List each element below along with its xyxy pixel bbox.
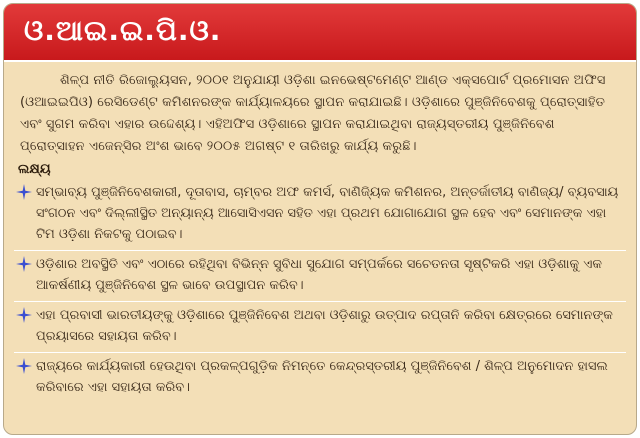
objective-text: ସମ୍ଭାବ୍ୟ ପୁଞ୍ଜିନିବେଶକାରୀ, ଦୂତାବାସ, ଚାମ୍ବର ଅଫ କମର୍ସ, ବାଣିଜ୍ୟିକ କମିଶନର, ଅନ୍ତର୍ଜାତୀୟ ବାଣିଜ୍ୟ/ ବ୍ୟବସାୟ ସଂଗଠନ ଏବଂ ଦିଲ୍ଲୀସ୍ଥିତ ଅନ୍ୟାନ୍ୟ ଆସୋସିଏସନ ସହିତ ଏହା ପ୍ରଥମ ଯୋଗାଯୋଗ ସ୍ଥଳ ହେବ ଏବଂ ସେମାନଙ୍କ ଏହା ଟିମ ଓଡ଼ିଶା ନିକଟକୁ ପଠାଇବ। [36,185,619,242]
list-item [14,179,626,251]
objectives-list [14,179,626,403]
info-card [3,3,637,435]
objective-text: ଓଡ଼ିଶାର ଅବସ୍ଥିତି ଏବଂ ଏଠାରେ ରହିଥିବା ବିଭିନ୍ନ ସୁବିଧା ସୁଯୋଗ ସମ୍ପର୍କରେ ସଚେତନତା ସୃଷ୍ଟିକରି ଏହା ଓଡ଼ିଶାକୁ ଏକ ଆକର୍ଷଣୀୟ ପୁଞ୍ଜିନିବେଶ ସ୍ଥଳ ଭାବେ ଉପସ୍ଥାପନ କରିବ। [36,257,602,293]
page-title: ଓ.ଆଇ.ଇ.ପି.ଓ. [24,14,222,47]
content-body [14,66,626,426]
list-item [14,353,626,403]
four-point-star-icon [16,358,32,374]
four-point-star-icon [16,184,32,200]
list-item [14,251,626,302]
header-banner [4,4,636,62]
objectives-heading: ଲକ୍ଷ୍ୟ [18,162,51,177]
four-point-star-icon [16,307,32,323]
four-point-star-icon [16,256,32,272]
objective-text: ରାଜ୍ୟରେ କାର୍ଯ୍ୟକାରୀ ହେଉଥିବା ପ୍ରକଳ୍ପଗୁଡ଼ିକ ନିମନ୍ତେ କେନ୍ଦ୍ରସ୍ତରୀୟ ପୁଞ୍ଜିନିବେଶ / ଶିଳ୍ପ ଅନୁମୋଦନ ହାସଲ କରିବାରେ ଏହା ସହାୟତା କରିବ। [36,359,608,395]
objective-text: ଏହା ପ୍ରବାସୀ ଭାରତୀୟଙ୍କୁ ଓଡ଼ିଶାରେ ପୁଞ୍ଜିନିବେଶ ଅଥବା ଓଡ଼ିଶାରୁ ଉତ୍ପାଦ ରପ୍ତାନି କରିବା କ୍ଷେତ୍ରରେ ସେମାନଙ୍କ ପ୍ରୟାସରେ ସହାୟତା କରିବ। [36,308,613,344]
intro-paragraph: ଶିଳ୍ପ ନୀତି ରିଜୋଲ୍ୟୁସନ, ୨୦୦୧ ଅନୁଯାୟୀ ଓଡ଼ିଶା ଇନଭେଷ୍ଟମେଣ୍ଟ ଆଣ୍ଡ ଏକ୍ସପୋର୍ଟ ପ୍ରମୋସନ ଅଫିସ (ଓଆଇଇପିଓ) ରେସିଡେଣ୍ଟ କମିଶନରଙ୍କ କାର୍ଯ୍ୟାଳୟରେ ସ୍ଥାପନ କରାଯାଇଛି। ଓଡ଼ିଶାରେ ପୁଞ୍ଜିନିବେଶକୁ ପ୍ରୋତ୍ସାହିତ ଏବଂ ସୁଗମ କରିବା ଏହାର ଉଦ୍ଦେଶ୍ୟ। ଏହିଅଫିସ ଓଡ଼ିଶାରେ ସ୍ଥାପନ କରାଯାଇଥିବା ରାଜ୍ୟସ୍ତରୀୟ ପୁଞ୍ଜିନିବେଶ ପ୍ରୋତ୍ସାହନ ଏଜେନ୍ସିର ଅଂଶ ଭାବେ ୨୦୦୫ ଅଗଷ୍ଟ ୧ ତାରିଖରୁ କାର୍ଯ୍ୟ କରୁଛି। [20,73,606,154]
list-item [14,302,626,353]
